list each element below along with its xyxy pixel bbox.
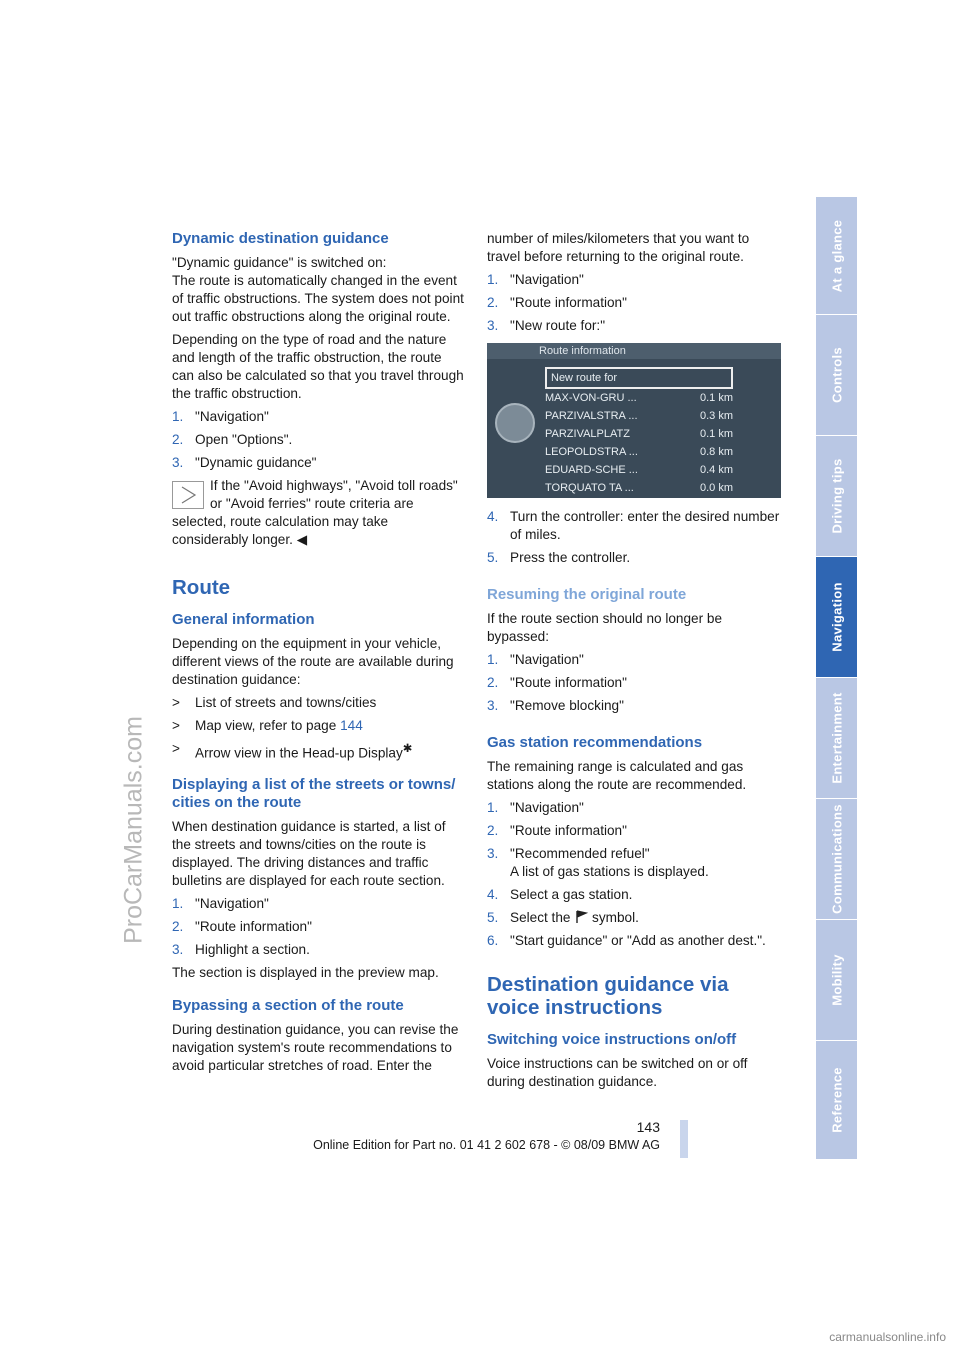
paragraph: The remaining range is calculated and gas stations along the route are recommended. <box>487 759 747 792</box>
note-arrow-icon <box>172 481 204 509</box>
paragraph: When destination guidance is started, a list of the streets and towns/cities on the route is displayed. The driving distances and traffic bulletins are displayed for each route section. <box>172 818 446 888</box>
dynamic-guidance-heading: Dynamic destination guidance <box>172 230 389 247</box>
page-number: 143 <box>636 1119 660 1135</box>
list-item: > List of streets and towns/cities <box>172 695 377 710</box>
voice-guidance-heading: Destination guidance via voice instructions <box>487 973 729 1019</box>
note: If the "Avoid highways", "Avoid toll roads" or "Avoid ferries" route criteria are selected, route calculation may take considerably longer. ◀ <box>172 478 458 547</box>
list-item: 4. Turn the controller: enter the desired number of miles. <box>487 509 780 542</box>
tab-entertainment[interactable]: Entertainment <box>816 678 857 799</box>
list-item: 5. Select the symbol. <box>487 910 639 925</box>
paragraph: During destination guidance, you can revise the navigation system's route recommendations to avoid particular stretches of road. Enter the <box>172 1021 459 1073</box>
list-item: New route for <box>545 367 733 389</box>
list-item: 2. "Route information" <box>487 675 627 690</box>
gas-station-heading: Gas station recommendations <box>487 734 703 751</box>
list-item: PARZIVALPLATZ 0.1 km <box>545 428 733 440</box>
bypass-heading: Bypassing a section of the route <box>172 996 404 1014</box>
list-item: TORQUATO TA ... 0.0 km <box>545 482 733 494</box>
paragraph: Depending on the type of road and the nature and length of the traffic obstruction, the route can also be calculated so that you travel through the traffic obstruction. <box>172 332 464 401</box>
screen-header: Route information <box>487 343 781 359</box>
list-item: 5. Press the controller. <box>487 550 631 565</box>
list-item: 1. "Navigation" <box>172 895 269 911</box>
list-item: 3. "Remove blocking" <box>487 698 624 713</box>
list-item: 1. "Navigation" <box>487 272 584 287</box>
list-item: 3. "New route for:" <box>487 318 606 333</box>
paragraph: Voice instructions can be switched on or off during destination guidance. <box>487 1056 748 1089</box>
list-item: 2. "Route information" <box>487 823 627 838</box>
route-heading: Route <box>172 576 231 599</box>
list-item: 6. "Start guidance" or "Add as another dest.". <box>487 933 766 948</box>
list-item: 2. "Route information" <box>172 918 312 934</box>
tab-communications[interactable]: Communications <box>816 799 857 920</box>
idrive-screenshot <box>487 343 781 498</box>
tab-driving-tips[interactable]: Driving tips <box>816 436 857 557</box>
resume-route-heading: Resuming the original route <box>487 586 687 603</box>
paragraph: Depending on the equipment in your vehicle, different views of the route are available during destination guidance: <box>172 636 454 687</box>
tab-mobility[interactable]: Mobility <box>816 920 857 1041</box>
voice-switch-heading: Switching voice instructions on/off <box>487 1031 737 1048</box>
route-section-list <box>545 367 733 497</box>
paragraph: The section is displayed in the preview map. <box>172 964 439 980</box>
list-item: 4. Select a gas station. <box>487 887 633 902</box>
tab-reference[interactable]: Reference <box>816 1041 857 1160</box>
list-item: 1. "Navigation" <box>487 800 584 815</box>
general-info-heading: General information <box>172 611 315 628</box>
list-item: > Map view, refer to page 144 <box>172 718 363 733</box>
footer: Online Edition for Part no. 01 41 2 602 678 - © 08/09 BMW AG <box>313 1138 660 1152</box>
watermark: ProCarManuals.com <box>119 716 148 944</box>
list-item: 3. Highlight a section. <box>172 941 310 957</box>
list-item: LEOPOLDSTRA ... 0.8 km <box>545 446 733 458</box>
list-item: 3. "Dynamic guidance" <box>172 455 317 470</box>
tab-at-a-glance[interactable]: At a glance <box>816 197 857 315</box>
list-item: 3. "Recommended refuel" A list of gas stations is displayed. <box>487 846 709 879</box>
tab-navigation[interactable]: Navigation <box>816 557 857 678</box>
list-item: 2. Open "Options". <box>172 432 293 447</box>
page-link[interactable]: 144 <box>340 718 363 733</box>
paragraph: The route is automatically changed in the event of traffic obstructions. The system does not point out traffic obstructions along the original route. <box>172 273 464 324</box>
left-column <box>172 230 466 1080</box>
paragraph: number of miles/kilometers that you want to travel before returning to the original route. <box>487 231 750 264</box>
controller-icon <box>495 403 535 443</box>
paragraph: "Dynamic guidance" is switched on: <box>172 255 387 270</box>
tab-controls[interactable]: Controls <box>816 315 857 436</box>
list-item: 1. "Navigation" <box>487 652 584 667</box>
street-list-heading: Displaying a list of the streets or towns/ cities on the route <box>172 775 456 811</box>
section-tabs <box>816 197 857 1159</box>
right-column <box>487 230 781 1096</box>
gas-station-flag-icon <box>574 910 588 924</box>
list-item: > Arrow view in the Head-up Display✱ <box>172 741 413 761</box>
list-item: 2. "Route information" <box>487 295 627 310</box>
list-item: MAX-VON-GRU ... 0.1 km <box>545 392 733 404</box>
paragraph: If the route section should no longer be bypassed: <box>487 611 723 644</box>
list-item: EDUARD-SCHE ... 0.4 km <box>545 464 733 476</box>
list-item: PARZIVALSTRA ... 0.3 km <box>545 410 733 422</box>
list-item: 1. "Navigation" <box>172 409 269 424</box>
page-marker <box>680 1120 688 1158</box>
bottom-logo: carmanualsonline.info <box>829 1330 946 1344</box>
